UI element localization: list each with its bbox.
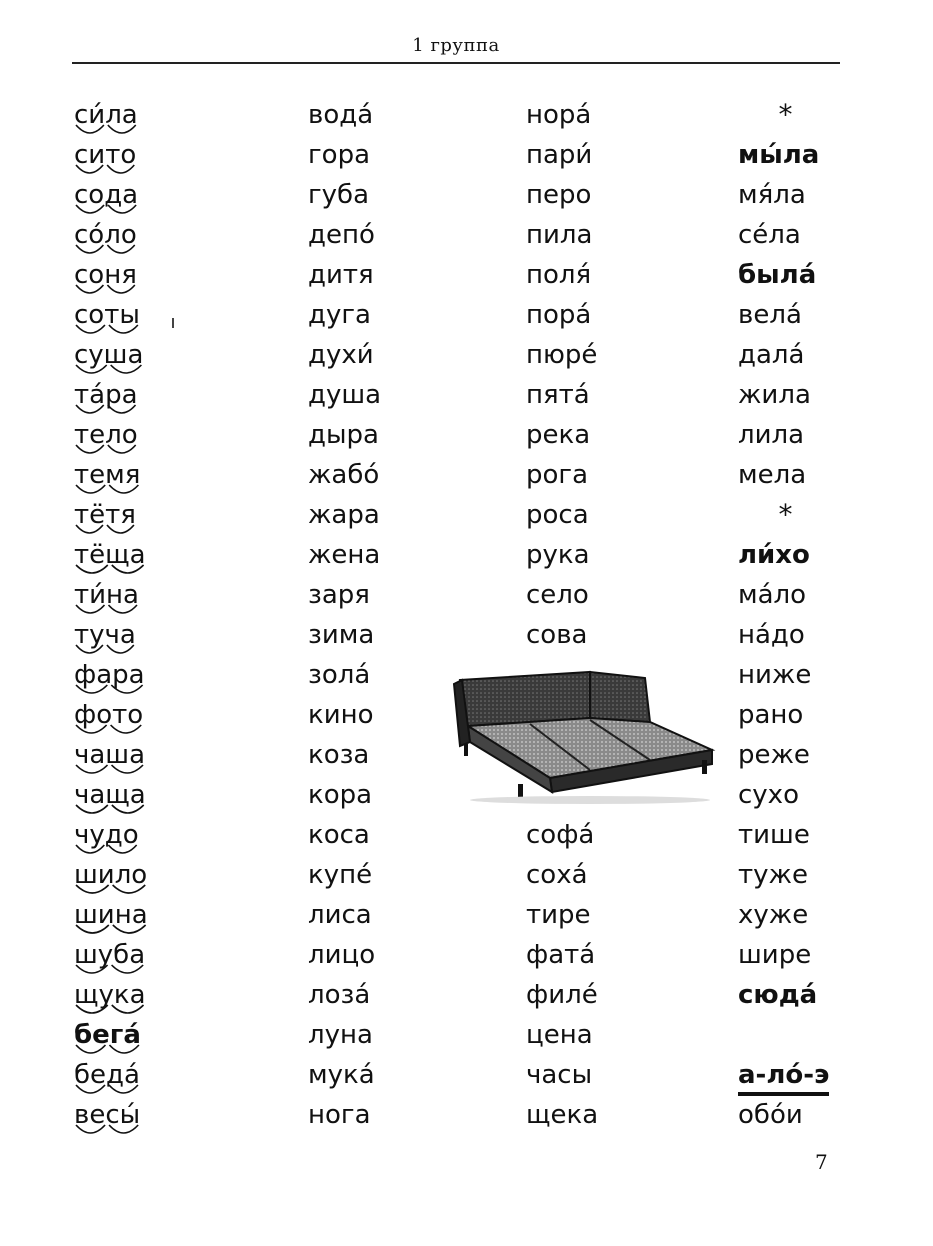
word-item [74, 1095, 274, 1135]
word-item [308, 895, 508, 935]
syllable-arc [76, 645, 103, 653]
word-text: та́ра [74, 380, 138, 410]
word-item [738, 1055, 848, 1095]
word-text: беда́ [74, 1060, 140, 1090]
word-text: тело [74, 420, 138, 450]
word-item [74, 295, 274, 335]
word-text: мя́ла [738, 180, 806, 210]
word-text: обо́и [738, 1100, 803, 1130]
word-item [738, 1095, 848, 1135]
syllable-arc [76, 1045, 105, 1053]
word-item [308, 335, 508, 375]
word-item [74, 255, 274, 295]
word-text: лиса [308, 900, 372, 930]
word-item [308, 935, 508, 975]
word-item [738, 215, 848, 255]
syllable-arc [76, 525, 103, 533]
syllable-arc [113, 925, 146, 933]
word-item [308, 135, 508, 175]
word-text: темя [74, 460, 141, 490]
word-item [308, 175, 508, 215]
word-text: зола́ [308, 660, 371, 690]
syllable-arc [112, 1005, 144, 1013]
word-text: рога [526, 460, 589, 490]
word-item [526, 415, 726, 455]
syllable-arc [76, 365, 107, 373]
word-item [526, 175, 726, 215]
word-text: душа [308, 380, 382, 410]
syllable-arc [76, 965, 108, 973]
word-item [74, 535, 274, 575]
word-text: лицо [308, 940, 376, 970]
word-item [308, 1015, 508, 1055]
word-column-4 [738, 95, 848, 1135]
syllable-arc [76, 765, 108, 773]
word-text: тире [526, 900, 591, 930]
word-text: фара [74, 660, 145, 690]
word-text: соха́ [526, 860, 588, 890]
word-item [308, 415, 508, 455]
syllable-arc [111, 365, 142, 373]
word-item [74, 695, 274, 735]
syllable-arc [108, 605, 136, 613]
word-item [738, 335, 848, 375]
word-text: сито [74, 140, 137, 170]
word-item [74, 175, 274, 215]
word-text: ли́хо [738, 540, 810, 570]
syllable-arc [112, 965, 144, 973]
syllable-arc [76, 845, 104, 853]
word-text: бега́ [74, 1020, 141, 1050]
word-text: соты [74, 300, 140, 330]
word-text: дитя [308, 260, 374, 290]
word-text: тише [738, 820, 810, 850]
word-item [74, 335, 274, 375]
word-item [308, 1055, 508, 1095]
syllable-arc [76, 725, 107, 733]
word-item [738, 1015, 848, 1055]
syllable-arc [112, 765, 144, 773]
word-text: кино [308, 700, 374, 730]
word-text: депо́ [308, 220, 375, 250]
word-text: сюда́ [738, 980, 818, 1010]
word-text: село [526, 580, 589, 610]
syllable-arc [108, 205, 136, 213]
word-item [526, 815, 726, 855]
word-text: вела́ [738, 300, 802, 330]
word-text: лила [738, 420, 805, 450]
word-item [308, 975, 508, 1015]
word-item [738, 535, 848, 575]
syllable-arc [76, 325, 105, 333]
word-item [526, 255, 726, 295]
word-item [738, 495, 833, 535]
word-text: на́до [738, 620, 805, 650]
word-text: шило [74, 860, 148, 890]
word-text: соня [74, 260, 137, 290]
word-text: туже [738, 860, 808, 890]
word-column-1 [74, 95, 274, 1135]
word-text: дала́ [738, 340, 805, 370]
word-item [74, 135, 274, 175]
word-text: рано [738, 700, 804, 730]
word-text: фото [74, 700, 144, 730]
word-text: тётя [74, 500, 136, 530]
word-column-2 [308, 95, 508, 1135]
page-number: 7 [815, 1150, 828, 1174]
syllable-arc [76, 125, 104, 133]
syllable-arc [76, 885, 109, 893]
word-text: часы [526, 1060, 593, 1090]
word-text: туча [74, 620, 136, 650]
word-text: фата́ [526, 940, 596, 970]
word-text: * [778, 98, 793, 131]
syllable-arc [76, 1125, 105, 1133]
syllable-arc [109, 325, 138, 333]
word-item [526, 855, 726, 895]
word-text: реже [738, 740, 810, 770]
word-text: чаща [74, 780, 146, 810]
word-item [74, 1015, 274, 1055]
word-text: чаша [74, 740, 146, 770]
word-item [308, 255, 508, 295]
syllable-arc [109, 1045, 138, 1053]
word-text: роса [526, 500, 589, 530]
word-text: суша [74, 340, 144, 370]
word-item [738, 895, 848, 935]
word-item [74, 455, 274, 495]
syllable-arc [108, 845, 136, 853]
word-item [308, 375, 508, 415]
word-item [308, 455, 508, 495]
word-column-3 [526, 95, 726, 1135]
syllable-arc [108, 125, 136, 133]
word-item [738, 735, 848, 775]
word-text: цена [526, 1020, 593, 1050]
word-item [738, 135, 848, 175]
word-text: шире [738, 940, 812, 970]
word-text: купе́ [308, 860, 373, 890]
syllable-arc [107, 645, 134, 653]
word-item [738, 175, 848, 215]
word-text: сода [74, 180, 139, 210]
syllable-arc [112, 805, 144, 813]
word-item [526, 215, 726, 255]
word-text: жара [308, 500, 380, 530]
syllable-arc [108, 445, 136, 453]
word-item [526, 975, 726, 1015]
word-item [74, 775, 274, 815]
syllable-arc [76, 205, 104, 213]
word-item [738, 295, 848, 335]
word-text: мы́ла [738, 140, 820, 170]
word-item [74, 95, 274, 135]
word-item [526, 1055, 726, 1095]
word-text: пора́ [526, 300, 592, 330]
word-text: щека [526, 1100, 599, 1130]
word-text: жена [308, 540, 381, 570]
word-item [526, 295, 726, 335]
word-item [738, 815, 848, 855]
word-text: чудо [74, 820, 139, 850]
word-item [526, 895, 726, 935]
word-text: дуга [308, 300, 371, 330]
word-item [526, 535, 726, 575]
word-text: рука [526, 540, 590, 570]
word-item [74, 855, 274, 895]
syllable-arcs [74, 1123, 147, 1139]
syllable-arc [112, 565, 144, 573]
syllable-arc [76, 405, 104, 413]
word-item [308, 495, 508, 535]
word-text: пята́ [526, 380, 590, 410]
word-item [738, 775, 848, 815]
syllable-arc [76, 445, 104, 453]
word-text: поля́ [526, 260, 592, 290]
page-header-title: 1 группа [412, 35, 500, 56]
syllable-arc [76, 245, 103, 253]
word-item [738, 415, 848, 455]
word-item [738, 855, 848, 895]
word-item [74, 615, 274, 655]
word-text: тёща [74, 540, 146, 570]
syllable-arc [109, 1085, 138, 1093]
word-item [738, 695, 848, 735]
sofa-illustration [440, 660, 720, 805]
word-text: хуже [738, 900, 809, 930]
word-text: дыра [308, 420, 379, 450]
word-item [74, 935, 274, 975]
word-item [526, 135, 726, 175]
word-item [738, 455, 848, 495]
word-text: ма́ло [738, 580, 807, 610]
word-item [308, 1095, 508, 1135]
word-item [74, 215, 274, 255]
word-text: гора [308, 140, 371, 170]
word-item [308, 575, 508, 615]
syllable-arc [111, 685, 142, 693]
syllable-arc [76, 285, 103, 293]
syllable-arc [76, 1005, 108, 1013]
syllable-arc [76, 565, 108, 573]
word-item [308, 855, 508, 895]
page-header [72, 30, 840, 64]
syllable-arc [111, 725, 142, 733]
syllable-arc [76, 805, 108, 813]
word-item [526, 615, 726, 655]
word-item [308, 95, 508, 135]
word-text: мука́ [308, 1060, 375, 1090]
word-item [74, 1055, 274, 1095]
word-item [74, 895, 274, 935]
word-text: заря [308, 580, 370, 610]
syllable-arc [113, 885, 146, 893]
word-item [308, 215, 508, 255]
syllable-arc [107, 285, 134, 293]
word-item [526, 495, 726, 535]
syllable-arc [109, 1125, 138, 1133]
word-item [526, 375, 726, 415]
word-item [526, 1015, 726, 1055]
word-text: духи́ [308, 340, 374, 370]
word-text: сова [526, 620, 588, 650]
word-text: * [778, 498, 793, 531]
word-item [74, 815, 274, 855]
word-text: река [526, 420, 591, 450]
word-text: ниже [738, 660, 812, 690]
word-text: си́ла [74, 100, 138, 130]
syllable-arc [76, 485, 105, 493]
word-item [74, 655, 274, 695]
syllable-arc [76, 1085, 105, 1093]
word-item [738, 575, 848, 615]
word-text: была́ [738, 260, 817, 290]
word-item [74, 735, 274, 775]
word-item [526, 455, 726, 495]
word-text: со́ло [74, 220, 137, 250]
word-item [308, 815, 508, 855]
word-text: шина [74, 900, 148, 930]
word-item [738, 375, 848, 415]
word-text: мела [738, 460, 807, 490]
word-text: зима [308, 620, 375, 650]
word-text: пила [526, 220, 593, 250]
word-text: лоза́ [308, 980, 371, 1010]
syllable-arc [76, 685, 107, 693]
word-item [738, 255, 848, 295]
syllable-arc [109, 485, 138, 493]
word-item [526, 1095, 726, 1135]
word-item [308, 295, 508, 335]
word-item [738, 615, 848, 655]
syllable-arc [107, 525, 134, 533]
word-text: перо [526, 180, 592, 210]
word-item [526, 935, 726, 975]
word-text: жабо́ [308, 460, 380, 490]
word-text: филе́ [526, 980, 598, 1010]
word-text: пюре́ [526, 340, 598, 370]
word-text: пари́ [526, 140, 593, 170]
word-text: жила [738, 380, 811, 410]
stray-mark [172, 318, 174, 328]
word-item [74, 415, 274, 455]
word-item [74, 975, 274, 1015]
syllable-arc [107, 165, 134, 173]
syllable-arc [107, 245, 134, 253]
word-text: нога [308, 1100, 371, 1130]
word-item [74, 575, 274, 615]
word-text: кора [308, 780, 373, 810]
word-item [308, 615, 508, 655]
syllable-arc [76, 605, 104, 613]
syllable-arc [108, 405, 136, 413]
word-text: губа [308, 180, 370, 210]
word-item [526, 335, 726, 375]
word-text: коза [308, 740, 370, 770]
word-item [74, 495, 274, 535]
word-item [526, 95, 726, 135]
word-item [738, 655, 848, 695]
word-item [738, 935, 848, 975]
word-item [308, 535, 508, 575]
word-text: ти́на [74, 580, 139, 610]
word-text: софа́ [526, 820, 595, 850]
word-text: нора́ [526, 100, 592, 130]
word-item [526, 575, 726, 615]
word-item [738, 975, 848, 1015]
word-text: а-ло́-э [738, 1060, 829, 1096]
word-text: се́ла [738, 220, 801, 250]
word-text: коса [308, 820, 370, 850]
syllable-arc [76, 165, 103, 173]
word-text: щука [74, 980, 146, 1010]
word-text: шуба [74, 940, 146, 970]
word-text: луна [308, 1020, 373, 1050]
word-text: сухо [738, 780, 799, 810]
word-item [74, 375, 274, 415]
syllable-arc [76, 925, 109, 933]
word-item [738, 95, 833, 135]
word-text: вода́ [308, 100, 374, 130]
word-text: весы́ [74, 1100, 141, 1130]
